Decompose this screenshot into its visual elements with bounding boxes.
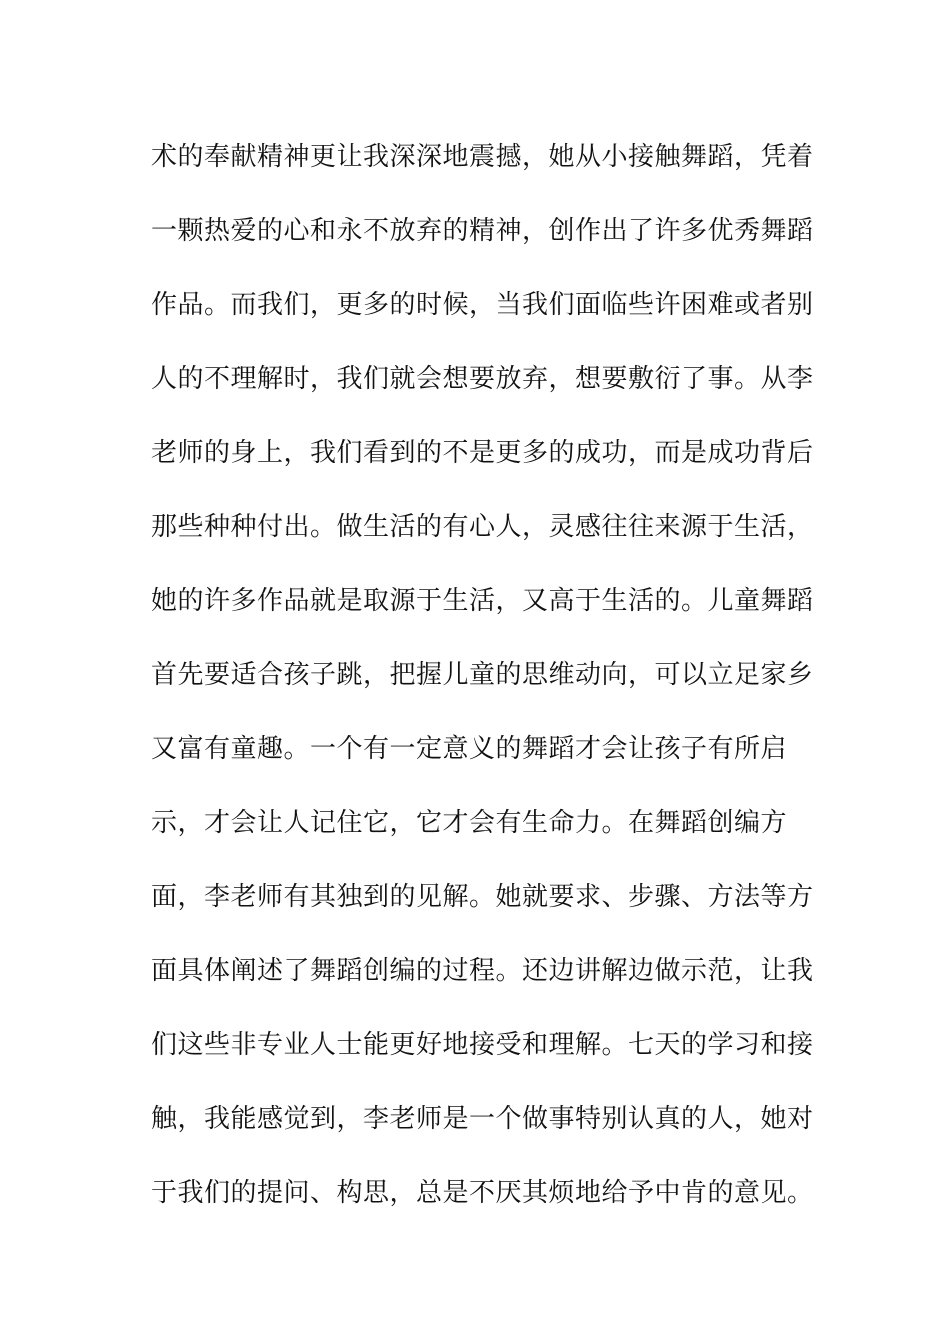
text-line: 面，李老师有其独到的见解。她就要求、步骤、方法等方 bbox=[151, 882, 814, 912]
body-text bbox=[151, 130, 814, 1240]
text-line: 们这些非专业人士能更好地接受和理解。七天的学习和接 bbox=[151, 1030, 814, 1060]
text-line: 老师的身上，我们看到的不是更多的成功，而是成功背后 bbox=[151, 438, 814, 468]
text-line: 首先要适合孩子跳，把握儿童的思维动向，可以立足家乡 bbox=[151, 660, 814, 690]
text-line: 又富有童趣。一个有一定意义的舞蹈才会让孩子有所启 bbox=[151, 734, 788, 764]
text-line: 她的许多作品就是取源于生活，又高于生活的。儿童舞蹈 bbox=[151, 586, 814, 616]
text-line: 触，我能感觉到，李老师是一个做事特别认真的人，她对 bbox=[151, 1104, 814, 1134]
text-line: 面具体阐述了舞蹈创编的过程。还边讲解边做示范，让我 bbox=[151, 956, 814, 986]
text-line: 术的奉献精神更让我深深地震撼，她从小接触舞蹈，凭着 bbox=[151, 142, 814, 172]
text-line: 一颗热爱的心和永不放弃的精神，创作出了许多优秀舞蹈 bbox=[151, 216, 814, 246]
text-line: 那些种种付出。做生活的有心人，灵感往往来源于生活， bbox=[151, 512, 814, 542]
text-line: 于我们的提问、构思，总是不厌其烦地给予中肯的意见。 bbox=[151, 1178, 814, 1208]
text-line: 作品。而我们，更多的时候，当我们面临些许困难或者别 bbox=[151, 290, 814, 320]
text-line: 人的不理解时，我们就会想要放弃，想要敷衍了事。从李 bbox=[151, 364, 814, 394]
text-line: 示，才会让人记住它，它才会有生命力。在舞蹈创编方 bbox=[151, 808, 788, 838]
